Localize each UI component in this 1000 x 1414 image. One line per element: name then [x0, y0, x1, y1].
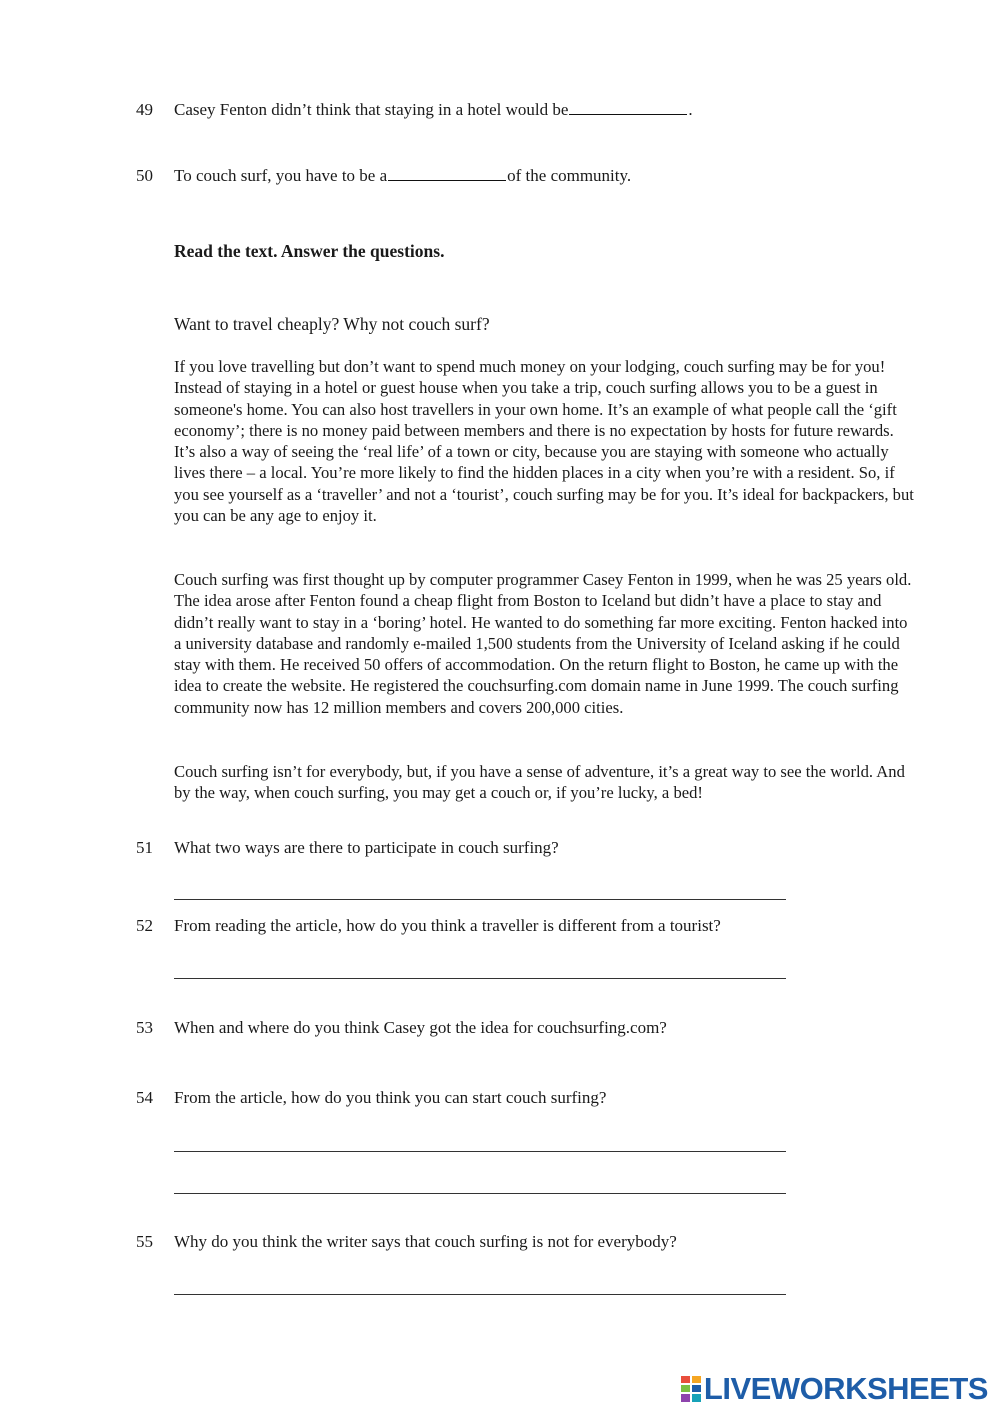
article-paragraph: If you love travelling but don’t want to spend much money on your lodging, couch surfing may be for you! Instead of staying in a hotel or guest house when you take a trip, couch surfing allows you to be a guest in someone's home. You can also host travellers in your own home. It’s an example of what people call the ‘gift economy’; there is no money paid between members and there is no expectation by hosts for future rewards. It’s also a way of seeing the ‘real life’ of a town or city, because you are staying with someone who actually lives there – a local. You’re more likely to find the hidden places in a city when you’re with a resident. So, if you see yourself as a ‘traveller’ and not a ‘tourist’, couch surfing may be for you. It’s ideal for backpackers, but you can be any age to enjoy it. [174, 357, 914, 526]
question-text: Why do you think the writer says that couch surfing is not for everybody? [174, 1232, 677, 1251]
question-number: 54 [136, 1088, 153, 1107]
question-text: To couch surf, you have to be a [174, 166, 388, 185]
fill-in-blank[interactable] [388, 166, 506, 181]
question-number: 55 [136, 1232, 153, 1251]
fill-in-question [174, 100, 693, 120]
answer-line[interactable] [174, 1193, 786, 1194]
answer-line[interactable] [174, 899, 786, 900]
answer-line[interactable] [174, 978, 786, 979]
article-paragraph: Couch surfing was first thought up by computer programmer Casey Fenton in 1999, when he was 25 years old. The idea arose after Fenton found a cheap flight from Boston to Iceland but didn’t have a place to stay and didn’t really want to stay in a ‘boring’ hotel. He wanted to do something far more exciting. Fenton hacked into a university database and randomly e-mailed 1,500 students from the University of Iceland asking if he could stay with them. He received 50 offers of accommodation. On the return flight to Boston, he came up with the idea to create the website. He registered the couchsurfing.com domain name in June 1999. The couch surfing community now has 12 million members and covers 200,000 cities. [174, 570, 912, 717]
answer-line[interactable] [174, 1151, 786, 1152]
fill-in-question [174, 166, 631, 186]
question-text-end: . [688, 100, 693, 119]
question-number: 50 [136, 166, 153, 185]
liveworksheets-icon [681, 1376, 701, 1402]
question-text-end: of the community. [507, 166, 632, 185]
answer-line[interactable] [174, 1294, 786, 1295]
instruction-heading: Read the text. Answer the questions. [174, 241, 445, 261]
fill-in-blank[interactable] [569, 100, 687, 115]
question-number: 53 [136, 1018, 153, 1037]
question-number: 51 [136, 838, 153, 857]
article-paragraph: Couch surfing isn’t for everybody, but, if you have a sense of adventure, it’s a great way to see the world. And by the way, when couch surfing, you may get a couch or, if you’re lucky, a bed! [174, 762, 905, 803]
logo-text: LIVEWORKSHEETS [703, 1371, 988, 1406]
question-text: From reading the article, how do you think a traveller is different from a tourist? [174, 916, 721, 935]
question-text: Casey Fenton didn’t think that staying in a hotel would be [174, 100, 569, 119]
question-number: 49 [136, 100, 153, 119]
article-title: Want to travel cheaply? Why not couch surf? [174, 314, 490, 334]
question-text: From the article, how do you think you can start couch surfing? [174, 1088, 607, 1107]
question-number: 52 [136, 916, 153, 935]
liveworksheets-logo [681, 1371, 988, 1406]
question-text: When and where do you think Casey got the idea for couchsurfing.com? [174, 1018, 667, 1037]
question-text: What two ways are there to participate in couch surfing? [174, 838, 559, 857]
